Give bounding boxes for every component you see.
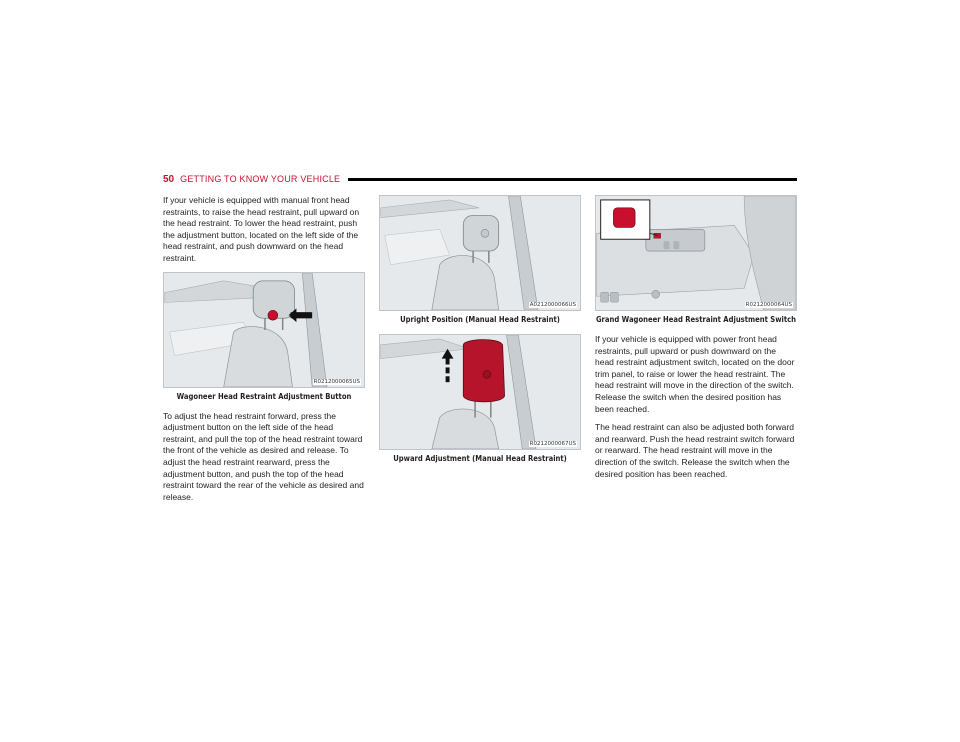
intro-paragraph: If your vehicle is equipped with manual front head restraints, to raise the head restraint, pull upward on the head restraint. To lower the head restraint, push the adjustment button, located on the left side of the head restraint, and push downward on the head restraint. (163, 195, 360, 263)
figure-upright-position (379, 195, 581, 311)
figure-code: R0212000065US (313, 378, 360, 385)
figure-code: R0212000064US (745, 302, 792, 308)
figure-caption: Wagoneer Head Restraint Adjustment Button (176, 391, 352, 401)
figure-upward-adjustment (379, 334, 581, 450)
figure-code: R0212000067US (529, 441, 576, 447)
figure-caption: Upright Position (Manual Head Restraint) (400, 315, 560, 324)
forward-rearward-paragraph: The head restraint can also be adjusted both forward and rearward. Push the head restraint switch forward or rearward. The head restraint will move in the direction of the switch. Release the switch when the desired position has been reached. (595, 422, 795, 479)
switch-zoom-highlight (613, 208, 635, 228)
headrest-highlight (463, 340, 504, 402)
figure-caption: Grand Wagoneer Head Restraint Adjustment Switch (595, 315, 797, 324)
upright-headrest-illustration (380, 196, 580, 310)
column-3 (595, 195, 797, 487)
upward-headrest-illustration (380, 335, 580, 449)
figure-grand-wagoneer-switch (595, 195, 797, 311)
power-restraint-paragraph: If your vehicle is equipped with power front head restraints, pull upward or push downward on the head restraint adjustment switch, located on the door trim panel, to raise or lower the head restraint. The head restraint will move in the direction of the switch. Release the switch when the desired position has been reached. (595, 334, 795, 414)
column-2 (379, 195, 581, 473)
door-trim-switch-illustration (596, 196, 796, 310)
page-header (163, 172, 797, 186)
figure-wagoneer-button (163, 272, 365, 388)
adjustment-button-highlight (268, 310, 278, 320)
header-rule (348, 178, 797, 181)
section-title: GETTING TO KNOW YOUR VEHICLE (180, 174, 341, 184)
figure-caption: Upward Adjustment (Manual Head Restraint) (393, 454, 567, 463)
seat-headrest-illustration (164, 273, 364, 387)
page-number: 50 (163, 173, 175, 185)
adjust-paragraph: To adjust the head restraint forward, press the adjustment button on the left side of the head restraint, and pull the top of the head restraint toward the front of the vehicle as desired and release. To adjust the head restraint rearward, press the adjustment button, and push the top of the head restraint toward the rear of the vehicle as desired and release. (163, 410, 364, 502)
column-1 (163, 195, 365, 510)
figure-code: A0212000066US (529, 302, 576, 308)
